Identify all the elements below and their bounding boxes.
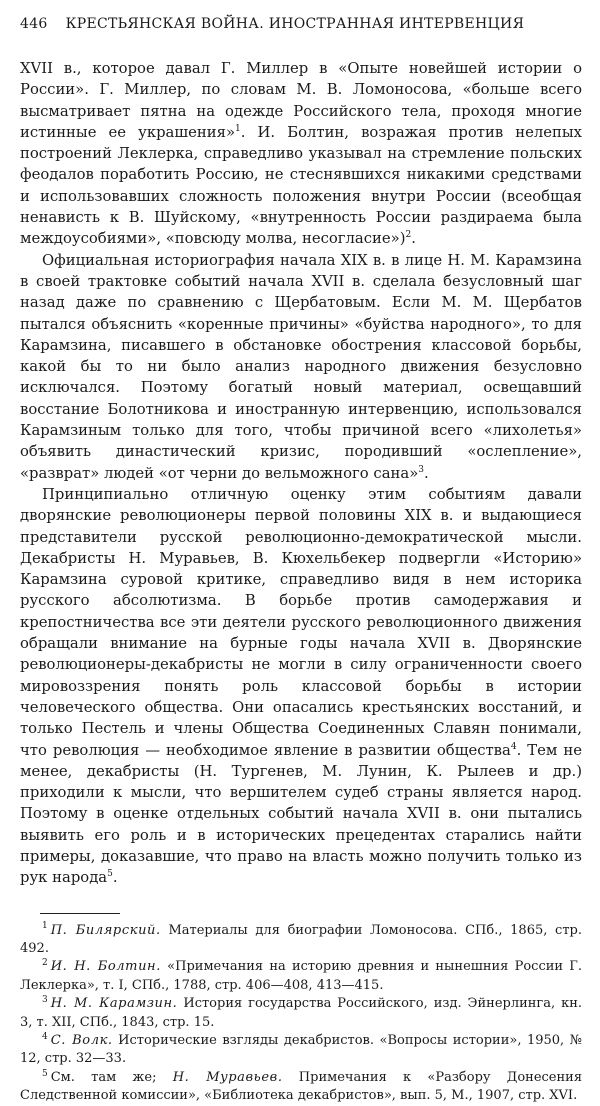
paragraph-3: Принципиально отличную оценку этим событиям давали дворянские революционеры первой половины XIX в. и выдающиеся представители русской революционно-демократической мысли. Декабристы Н. Муравьев, В. Кюхельбекер подвергли «Историю» Карамзина суровой критике, справедливо видя в нем историка русского абсолютизма. В борьбе против самодержавия и крепостничества все эти деятели русского революционного движения обращали внимание на бурные годы начала XVII в. Дворянские революционеры-декабристы не могли в силу ограниченности своего мировоззрения понять роль классовой борьбы в истории человеческого общества. Они опасались крестьянских восстаний, и только Пестель и члены Общества Соединенных Славян понимали, что революция — необходимое явление в развитии общества$^4$. Тем не менее, декабристы (Н. Тургенев, М. Лунин, К. Рылеев и др.) приходили к мысли, что вершителем судеб страны является народ. Поэтому в оценке отдельных событий начала XVII в. они пытались выявить его роль и в исторических прецедентах старались найти примеры, доказавшие, что право на власть можно получить только из рук народа$^5$. — [20, 485, 582, 887]
running-title: КРЕСТЬЯНСКАЯ ВОЙНА. ИНОСТРАННАЯ ИНТЕРВЕНЦИЯ — [65, 16, 525, 32]
footnote-1: $^1$ П. Билярский. Материалы для биографии Ломоносова. СПб., 1865, стр. 492. — [20, 921, 582, 956]
footnotes — [20, 922, 582, 1106]
footnote-ref-5: 5 — [107, 869, 113, 880]
footnote-ref-3: 3 — [418, 464, 425, 475]
paragraph-2: Официальная историография начала XIX в. в лице Н. М. Карамзина в своей трактовке событий начала XVII в. сделала безусловный шаг назад даже по сравнению с Щербатовым. Если М. М. Щербатов пытался объяснить «коренные причины» «буйства народного», то для Карамзина, писавшего в обстановке обострения классовой борьбы, какой бы то ни было анализ народного движения безусловно исключался. Поэтому богатый новый материал, освещавший восстание Болотникова и иностранную интервенцию, использовался Карамзиным только для того, чтобы причиной всего «лихолетья» объявить династический кризис, породивший «ослепление», «разврат» людей «от черни до вельможного сана»$^3$. — [20, 251, 582, 482]
footnote-3: $^3$ Н. М. Карамзин. История государства Российского, изд. Эйнерлинга, кн. 3, т. XII, СПб., 1843, стр. 15. — [20, 994, 583, 1030]
footnote-ref-2: 2 — [405, 230, 412, 241]
main-text — [20, 58, 582, 889]
footnote-ref-1: 1 — [235, 123, 241, 134]
footnote-2: $^2$ И. Н. Болтин. «Примечания на историю древния и нынешния России Г. Леклерка», т. I, СПб., 1788, стр. 406—408, 413—415. — [20, 958, 582, 993]
footnote-divider — [40, 913, 120, 914]
footnote-4: $^4$ С. Волк. Исторические взгляды декабристов. «Вопросы истории», 1950, № 12, стр. 32—33. — [20, 1031, 582, 1067]
paragraph-1: XVII в., которое давал Г. Миллер в «Опыте новейшей истории о России». Г. Миллер, по словам М. В. Ломоносова, «больше всего высматривает пятна на одежде Российского тела, проходя многие истинные ее украшения»$^1$. И. Болтин, возражая против нелепых построений Леклерка, справедливо указывал на стремление польских феодалов поработить Россию, не стеснявшихся никакими средствами и использовавших сложность положения внутри России (всеобщая ненависть к В. Шуйскому, «внутренность России раздираема была междоусобиями», «повсюду молва, несогласие»)$^2$. — [20, 60, 582, 248]
page-number: 446 — [20, 16, 48, 32]
page-header — [20, 16, 582, 38]
footnote-ref-4: 4 — [510, 741, 517, 752]
footnote-5: $^5$ См. там же; Н. Муравьев. Примечания к «Разбору Донесения Следственной комиссии», «Библиотека декабристов», вып. 5, М., 1907, стр. XVI. — [20, 1068, 583, 1104]
